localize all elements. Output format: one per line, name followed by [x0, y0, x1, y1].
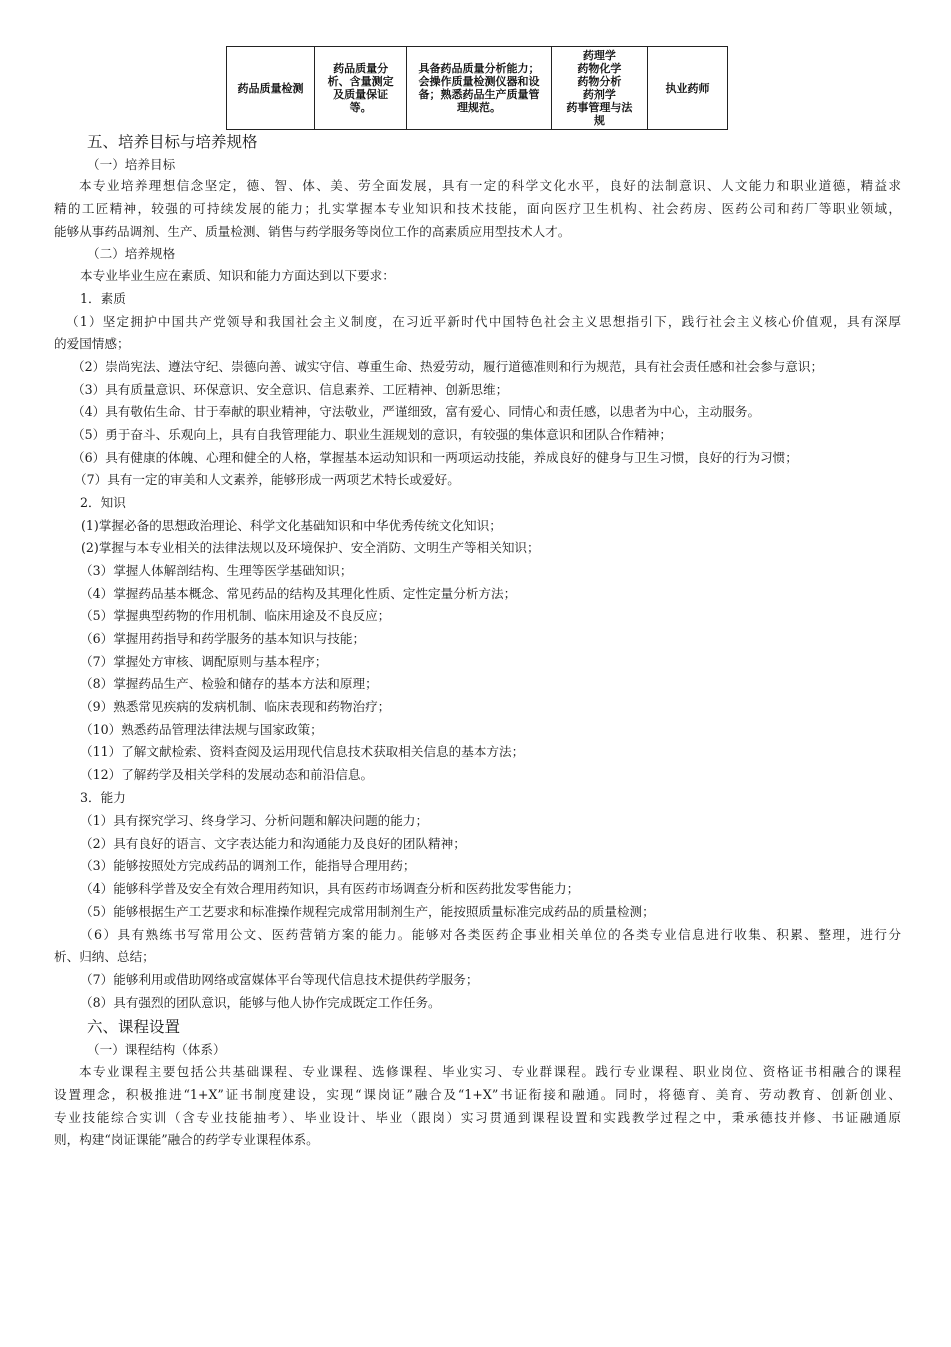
knowledge-item: （7）掌握处方审核、调配原则与基本程序；	[80, 654, 328, 669]
knowledge-item: (1)掌握必备的思想政治理论、科学文化基础知识和中华优秀传统文化知识；	[81, 518, 502, 533]
quality-item: （7）具有一定的审美和人文素养，能够形成一两项艺术特长或爱好。	[74, 472, 460, 487]
section-5-title: 五、培养目标与培养规格	[87, 133, 258, 151]
quality-item: 的爱国情感；	[54, 336, 130, 351]
section-6-1-heading: （一）课程结构（体系）	[87, 1042, 226, 1057]
ability-item: （1）具有探究学习、终身学习、分析问题和解决问题的能力；	[80, 813, 429, 828]
table-cell-task: 药品质量分 析、含量测定 及质量保证 等。	[315, 47, 407, 130]
knowledge-item: （12）了解药学及相关学科的发展动态和前沿信息。	[80, 767, 374, 782]
quality-item: （4）具有敬佑生命、甘于奉献的职业精神，守法敬业，严谨细致，富有爱心、同情心和责任感，以患者为中心，主动服务。	[72, 404, 761, 419]
paragraph-line: 能够从事药品调剂、生产、质量检测、销售与药学服务等岗位工作的高素质应用型技术人才。	[54, 224, 571, 239]
ability-item: （2）具有良好的语言、文字表达能力和沟通能力及良好的团队精神；	[80, 836, 466, 851]
section-5-2-heading: （二）培养规格	[87, 246, 176, 261]
ability-item: （5）能够根据生产工艺要求和标准操作规程完成常用制剂生产，能按照质量标准完成药品的质量检测；	[80, 904, 655, 919]
knowledge-item: （6）掌握用药指导和药学服务的基本知识与技能；	[80, 631, 366, 646]
ability-heading: 3．能力	[80, 790, 126, 805]
knowledge-item: （10）熟悉药品管理法律法规与国家政策；	[80, 722, 323, 737]
paragraph-line: 专业技能综合实训（含专业技能抽考）、毕业设计、毕业（跟岗）实习贯通到课程设置和实践教学过程之中，秉承德技并修、书证融通原	[54, 1110, 901, 1125]
table-row	[227, 47, 728, 130]
paragraph-line: 设置理念，积极推进“1+X”证书制度建设，实现“课岗证”融合及“1+X”书证衔接和融通。同时，将德育、美育、劳动教育、创新创业、	[54, 1087, 901, 1102]
table-cell-certificate: 执业药师	[648, 47, 728, 130]
ability-item: （7）能够利用或借助网络或富媒体平台等现代信息技术提供药学服务；	[80, 972, 479, 987]
paragraph-line: 精的工匠精神，较强的可持续发展的能力；扎实掌握本专业知识和技术技能，面向医疗卫生机构、社会药房、医药公司和药厂等职业领域，	[54, 201, 901, 216]
qualification-table	[226, 46, 728, 130]
quality-heading: 1．素质	[80, 291, 126, 306]
quality-item: （1）坚定拥护中国共产党领导和我国社会主义制度，在习近平新时代中国特色社会主义思想指引下，践行社会主义核心价值观，具有深厚	[66, 314, 901, 329]
paragraph-line: 则，构建“岗证课能”融合的药学专业课程体系。	[54, 1132, 319, 1147]
knowledge-item: （5）掌握典型药物的作用机制、临床用途及不良反应；	[80, 608, 391, 623]
knowledge-item: （4）掌握药品基本概念、常见药品的结构及其理化性质、定性定量分析方法；	[80, 586, 517, 601]
knowledge-item: （3）掌握人体解剖结构、生理等医学基础知识；	[80, 563, 353, 578]
ability-item: （6）具有熟练书写常用公文、医药营销方案的能力。能够对各类医药企事业相关单位的各类专业信息进行收集、积累、整理，进行分	[80, 927, 901, 942]
section-6-title: 六、课程设置	[87, 1018, 181, 1036]
quality-item: （2）崇尚宪法、遵法守纪、崇德向善、诚实守信、尊重生命、热爱劳动，履行道德准则和行为规范，具有社会责任感和社会参与意识；	[72, 359, 824, 374]
ability-item: （3）能够按照处方完成药品的调剂工作，能指导合理用药；	[80, 858, 416, 873]
knowledge-item: （11）了解文献检索、资料查阅及运用现代信息技术获取相关信息的基本方法；	[80, 744, 525, 759]
knowledge-item: （9）熟悉常见疾病的发病机制、临床表现和药物治疗；	[80, 699, 391, 714]
knowledge-item: （8）掌握药品生产、检验和储存的基本方法和原理；	[80, 676, 378, 691]
ability-item: 析、归纳、总结；	[54, 949, 155, 964]
paragraph-line: 本专业培养理想信念坚定，德、智、体、美、劳全面发展，具有一定的科学文化水平，良好的法制意识、人文能力和职业道德，精益求	[79, 178, 901, 193]
table-cell-ability: 具备药品质量分析能力； 会操作质量检测仪器和设 备；熟悉药品生产质量管 理规范。	[407, 47, 552, 130]
ability-item: （4）能够科学普及安全有效合理用药知识，具有医药市场调查分析和医药批发零售能力；	[80, 881, 580, 896]
knowledge-item: (2)掌握与本专业相关的法律法规以及环境保护、安全消防、文明生产等相关知识；	[81, 540, 540, 555]
quality-item: （3）具有质量意识、环保意识、安全意识、信息素养、工匠精神、创新思维；	[72, 382, 509, 397]
table-cell-courses: 药理学 药物化学 药物分析 药剂学 药事管理与法 规	[551, 47, 647, 130]
paragraph-line: 本专业课程主要包括公共基础课程、专业课程、选修课程、毕业实习、专业群课程。践行专业课程、职业岗位、资格证书相融合的课程	[79, 1064, 901, 1079]
requirements-intro: 本专业毕业生应在素质、知识和能力方面达到以下要求：	[80, 268, 395, 283]
knowledge-heading: 2．知识	[80, 495, 126, 510]
quality-item: （5）勇于奋斗、乐观向上，具有自我管理能力、职业生涯规划的意识，有较强的集体意识和团队合作精神；	[72, 427, 672, 442]
table-cell-post: 药品质量检测	[227, 47, 315, 130]
section-5-1-heading: （一）培养目标	[87, 157, 176, 172]
quality-item: （6）具有健康的体魄、心理和健全的人格，掌握基本运动知识和一两项运动技能，养成良好的健身与卫生习惯，良好的行为习惯；	[72, 450, 798, 465]
ability-item: （8）具有强烈的团队意识，能够与他人协作完成既定工作任务。	[80, 995, 441, 1010]
